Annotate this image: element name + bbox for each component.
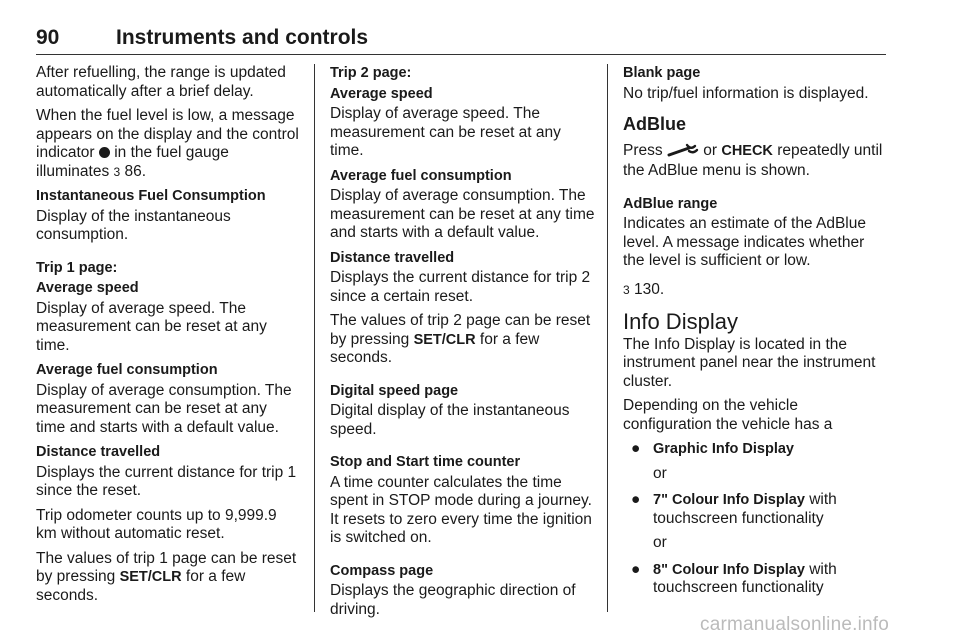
subheading: Average fuel consumption <box>36 362 218 378</box>
fuel-indicator-icon <box>99 147 110 158</box>
paragraph: Displays the geographic direction of driving. <box>330 582 576 618</box>
bullet-icon: ● <box>631 440 641 457</box>
watermark: carmanualsonline.info <box>700 614 890 635</box>
paragraph: Press or CHECK repeatedly until the AdBlue menu is shown. <box>623 141 883 179</box>
paragraph: Digital display of the instantaneous speed. <box>330 402 570 438</box>
paragraph: No trip/fuel information is displayed. <box>623 84 869 102</box>
page-title: Instruments and controls <box>116 26 369 49</box>
paragraph: After refuelling, the range is updated automatically after a brief delay. <box>36 64 286 100</box>
paragraph: Display of average consumption. The measurement can be reset at any time and starts with a default value. <box>36 381 292 436</box>
section-heading: AdBlue <box>623 114 686 134</box>
subheading: Trip 1 page: <box>36 259 118 276</box>
paragraph: 3 130. <box>623 280 665 298</box>
paragraph: Depending on the vehicle configuration the vehicle has a <box>623 397 833 433</box>
page-ref-icon: 3 <box>113 164 121 179</box>
page-ref-icon: 3 <box>623 282 630 297</box>
section-heading: Info Display <box>623 309 738 334</box>
column-3 <box>623 64 888 600</box>
subheading: Stop and Start time counter <box>330 454 521 470</box>
wrench-icon <box>667 143 699 163</box>
subheading: Average speed <box>330 85 433 102</box>
paragraph: Displays the current distance for trip 2 since a certain reset. <box>330 269 591 305</box>
bullet-icon: ● <box>631 560 641 578</box>
page-header <box>36 24 886 55</box>
paragraph: Display of average speed. The measurement can be reset at any time. <box>330 105 561 159</box>
paragraph: The Info Display is located in the instrument panel near the instrument cluster. <box>623 335 876 390</box>
paragraph: Display of average speed. The measurement can be reset at any time. <box>36 299 267 354</box>
paragraph: Displays the current distance for trip 1 since the reset. <box>36 463 297 499</box>
page-number: 90 <box>36 26 60 49</box>
or-text: or <box>653 534 667 551</box>
subheading: Blank page <box>623 65 701 81</box>
subheading: Distance travelled <box>36 444 161 460</box>
column-divider <box>314 64 315 612</box>
column-2 <box>330 64 596 625</box>
list-item: ● 7" Colour Info Display with touchscreen functionality <box>631 491 837 527</box>
paragraph: Display of the instantaneous consumption. <box>36 207 231 243</box>
column-1 <box>36 64 300 611</box>
list-item: ● 8" Colour Info Display with touchscreen functionality <box>631 560 837 596</box>
subheading: Distance travelled <box>330 249 455 266</box>
subheading: Compass page <box>330 562 434 579</box>
subheading: AdBlue range <box>623 195 718 212</box>
paragraph: When the fuel level is low, a message appears on the display and the control indicator in the fuel gauge illuminates 3 86. <box>36 107 299 180</box>
option-list <box>623 440 888 459</box>
option-list <box>623 491 888 528</box>
subheading: Average speed <box>36 280 139 296</box>
list-item: ● Graphic Info Display <box>631 440 794 457</box>
paragraph: Trip odometer counts up to 9,999.9 km without automatic reset. <box>36 506 277 542</box>
subheading: Trip 2 page: <box>330 65 412 81</box>
subheading: Instantaneous Fuel Consumption <box>36 188 266 204</box>
option-list <box>623 561 888 598</box>
bullet-icon: ● <box>631 491 641 508</box>
paragraph: Indicates an estimate of the AdBlue level. A message indicates whether the level is sufficient or low. <box>623 215 866 269</box>
column-divider <box>607 64 608 612</box>
paragraph: Display of average consumption. The measurement can be reset at any time and starts with a default value. <box>330 187 595 241</box>
or-text: or <box>653 464 667 482</box>
paragraph: The values of trip 2 page can be reset by pressing SET/CLR for a few seconds. <box>330 312 591 366</box>
subheading: Digital speed page <box>330 382 459 399</box>
subheading: Average fuel consumption <box>330 167 512 184</box>
paragraph: A time counter calculates the time spent in STOP mode during a journey. It resets to zero every time the ignition is switched on. <box>330 473 592 546</box>
paragraph: The values of trip 1 page can be reset by pressing SET/CLR for a few seconds. <box>36 549 297 604</box>
